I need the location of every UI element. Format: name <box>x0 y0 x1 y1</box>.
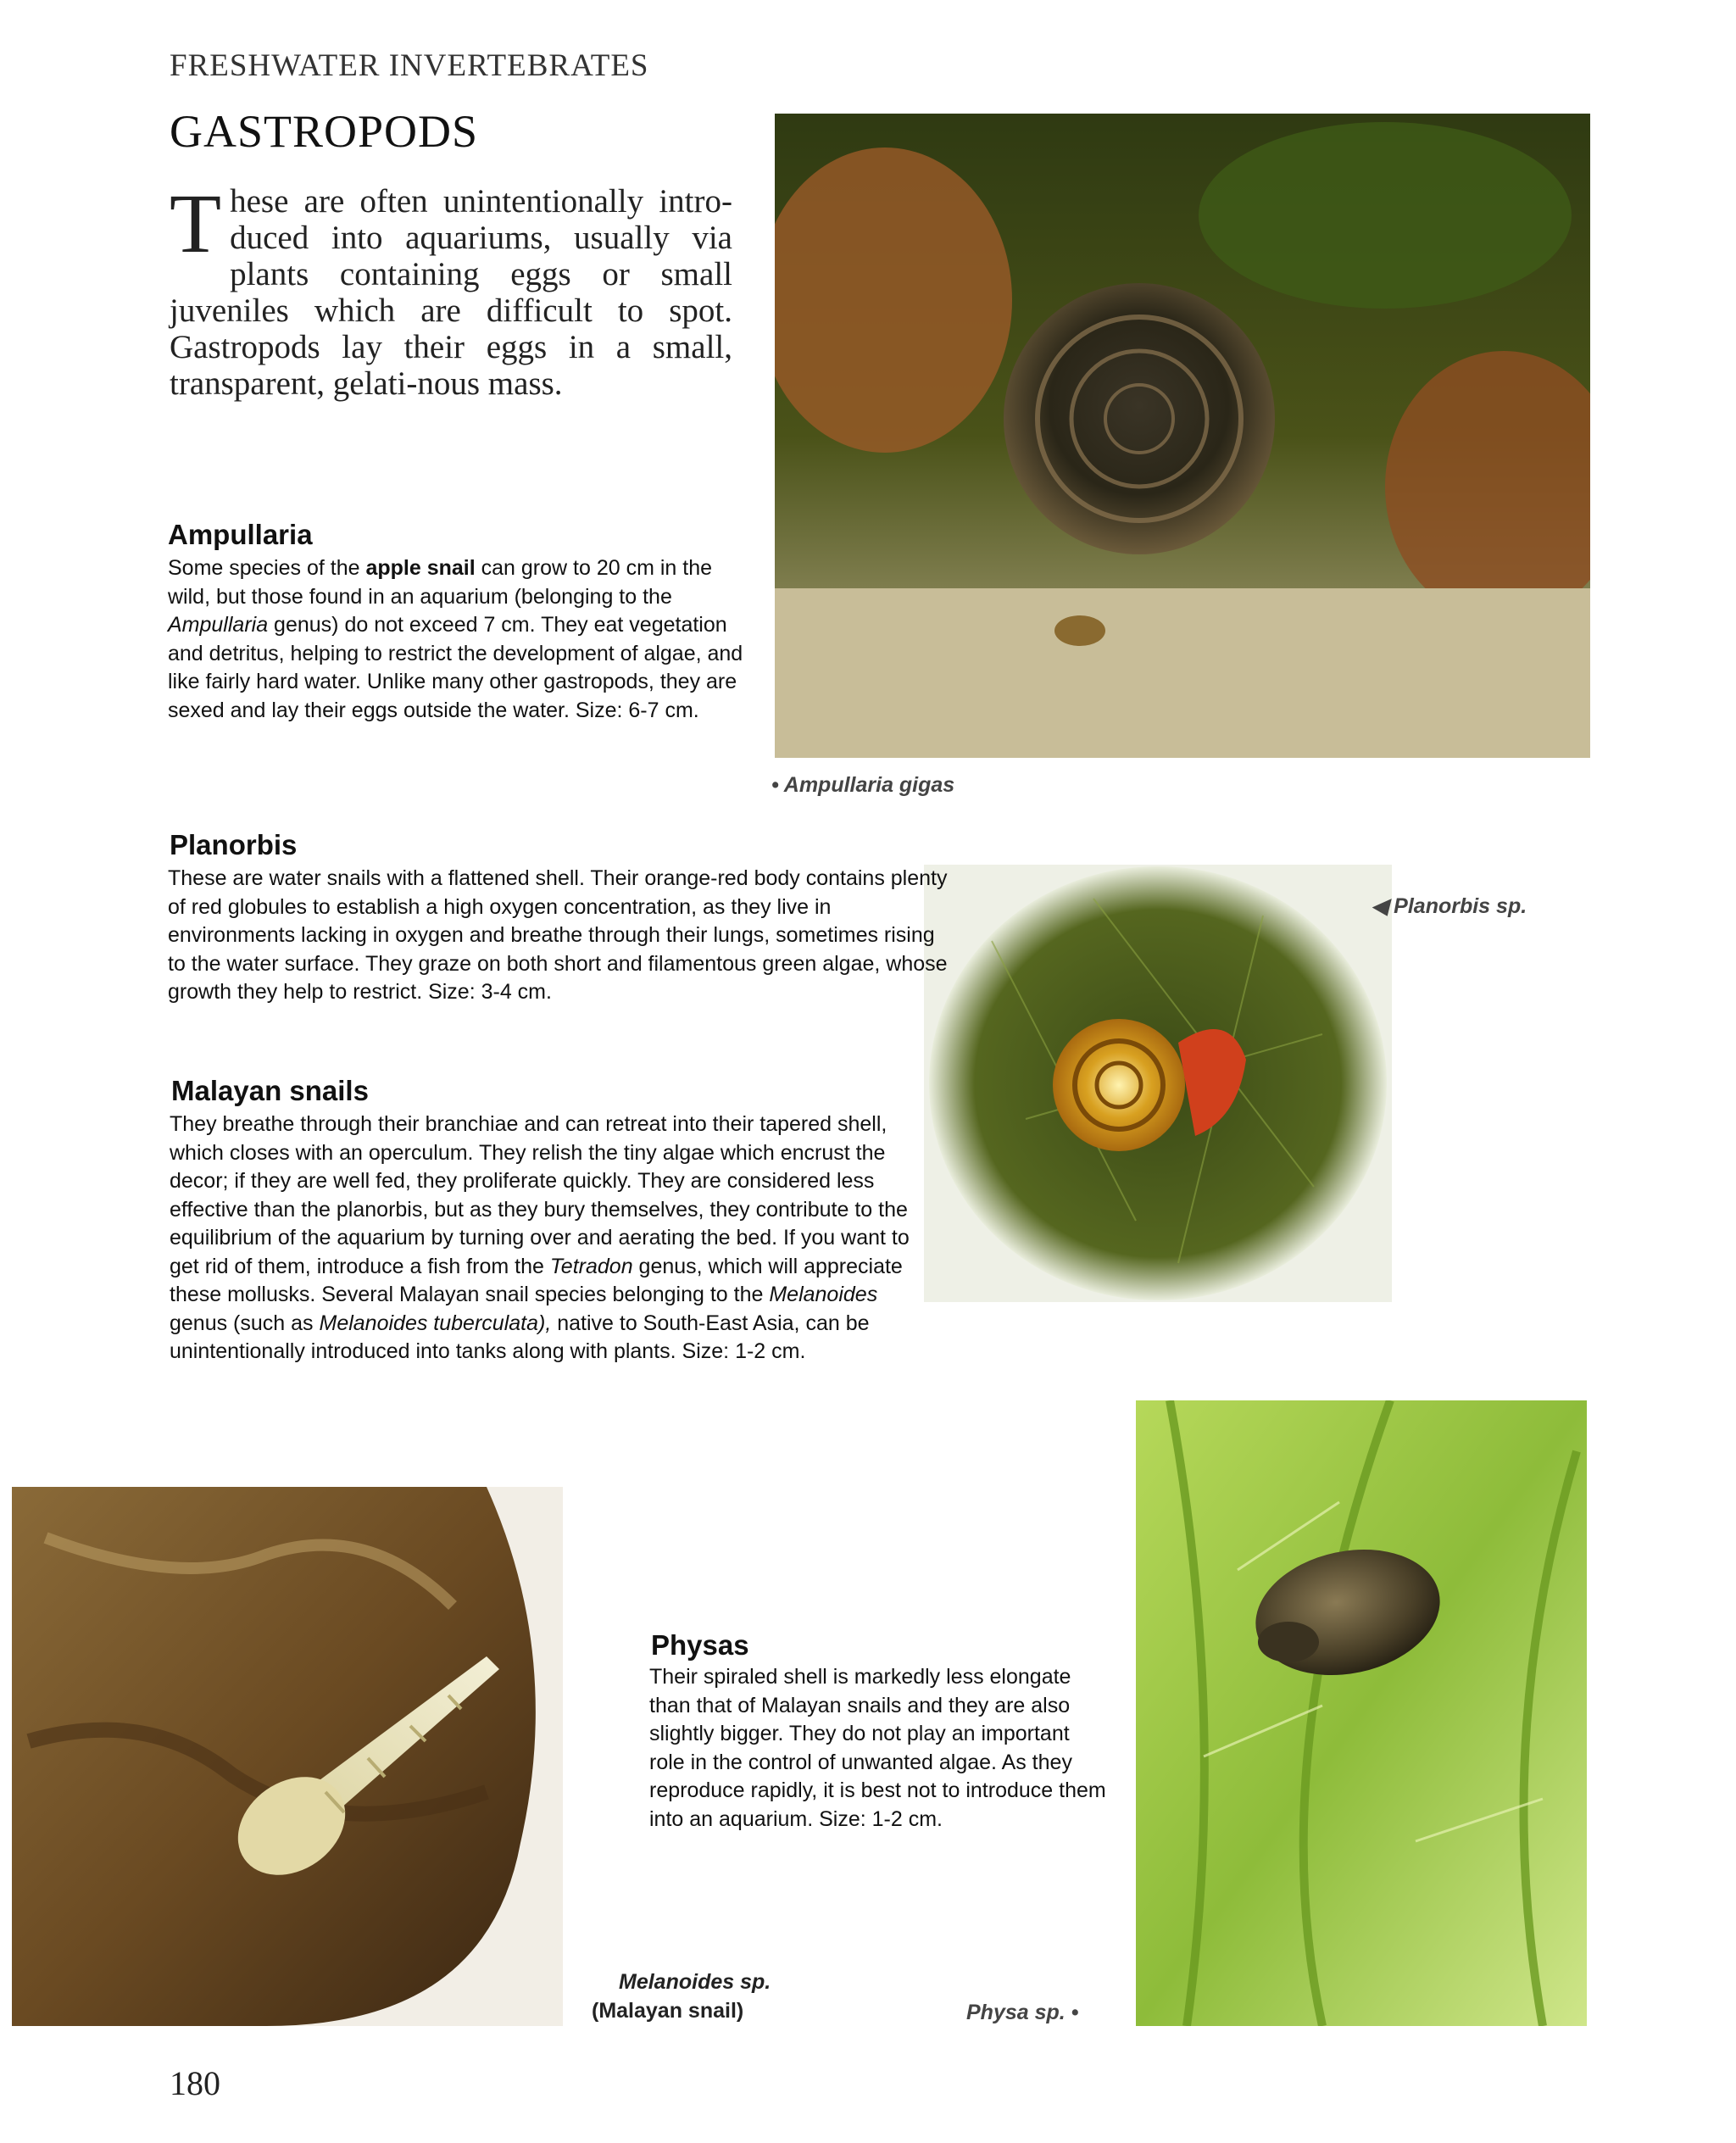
intro-text: hese are often unintentionally intro-duced into aquariums, usually via plants containing eggs or small juveniles which are difficult to spot. Gastropods lay their eggs in a small, transparent, gelati-nous mass. <box>170 183 732 402</box>
planorbis-caption: ◀ Planorbis sp. <box>1372 894 1527 918</box>
physas-text: Their spiraled shell is markedly less elongate than that of Malayan snails and they are also slightly bigger. They do not play an important role in the control of unwanted algae. As they reproduce rapidly, it is best not to introduce them into an aquarium. Size: 1-2 cm. <box>649 1665 1106 1831</box>
melanoides-caption-name: Melanoides sp. <box>619 1970 771 1994</box>
planorbis-heading: Planorbis <box>170 829 298 860</box>
ampullaria-caption: • Ampullaria gigas <box>771 773 955 797</box>
malayan-heading: Malayan snails <box>171 1075 369 1106</box>
melanoides-photo <box>12 1487 563 2026</box>
planorbis-text: These are water snails with a flattened shell. Their orange-red body contains plenty of red globules to establish a high oxygen concentration, as they live in environments lacking in oxygen and breathe through their lungs, sometimes rising to the water surface. They graze on both short and filamentous green algae, whose growth they help to restrict. Size: 3-4 cm. <box>168 866 948 1004</box>
intro-paragraph <box>170 176 732 402</box>
malayan-text: They breathe through their branchiae and can retreat into their tapered shell, which closes with an operculum. They relish the tiny algae which encrust the decor; if they are well fed, they proliferate quickly. They are considered less effective than the planorbis, but as they bury themselves, they contribute to the equilibrium of the aquarium by turning over and aerating the bed. If you want to get rid of them, introduce a fish from the Tetradon genus, which will appreciate these mollusks. Several Malayan snail species belonging to the Melanoides genus (such as Melanoides tuberculata), native to South-East Asia, can be unintentionally introduced into tanks along with plants. Size: 1-2 cm. <box>170 1112 910 1363</box>
planorbis-photo <box>924 865 1392 1302</box>
physa-photo <box>1136 1400 1587 2026</box>
physa-caption: Physa sp. • <box>966 2001 1079 2024</box>
drop-cap: T <box>170 176 222 270</box>
ampullaria-text: Some species of the apple snail can grow to 20 cm in the wild, but those found in an aquarium (belonging to the Ampullaria genus) do not exceed 7 cm. They eat vegetation and detritus, helping to restrict the development of algae, and like fairly hard water. Unlike many other gastropods, they are sexed and lay their eggs outside the water. Size: 6-7 cm. <box>168 556 743 722</box>
ampullaria-heading: Ampullaria <box>168 519 313 550</box>
physas-heading: Physas <box>651 1629 749 1661</box>
running-head: FRESHWATER INVERTEBRATES <box>170 48 649 83</box>
ampullaria-photo <box>775 114 1590 758</box>
melanoides-caption-common: (Malayan snail) <box>592 1999 744 2023</box>
page-number: 180 <box>170 2064 220 2102</box>
page-title: GASTROPODS <box>170 106 479 157</box>
